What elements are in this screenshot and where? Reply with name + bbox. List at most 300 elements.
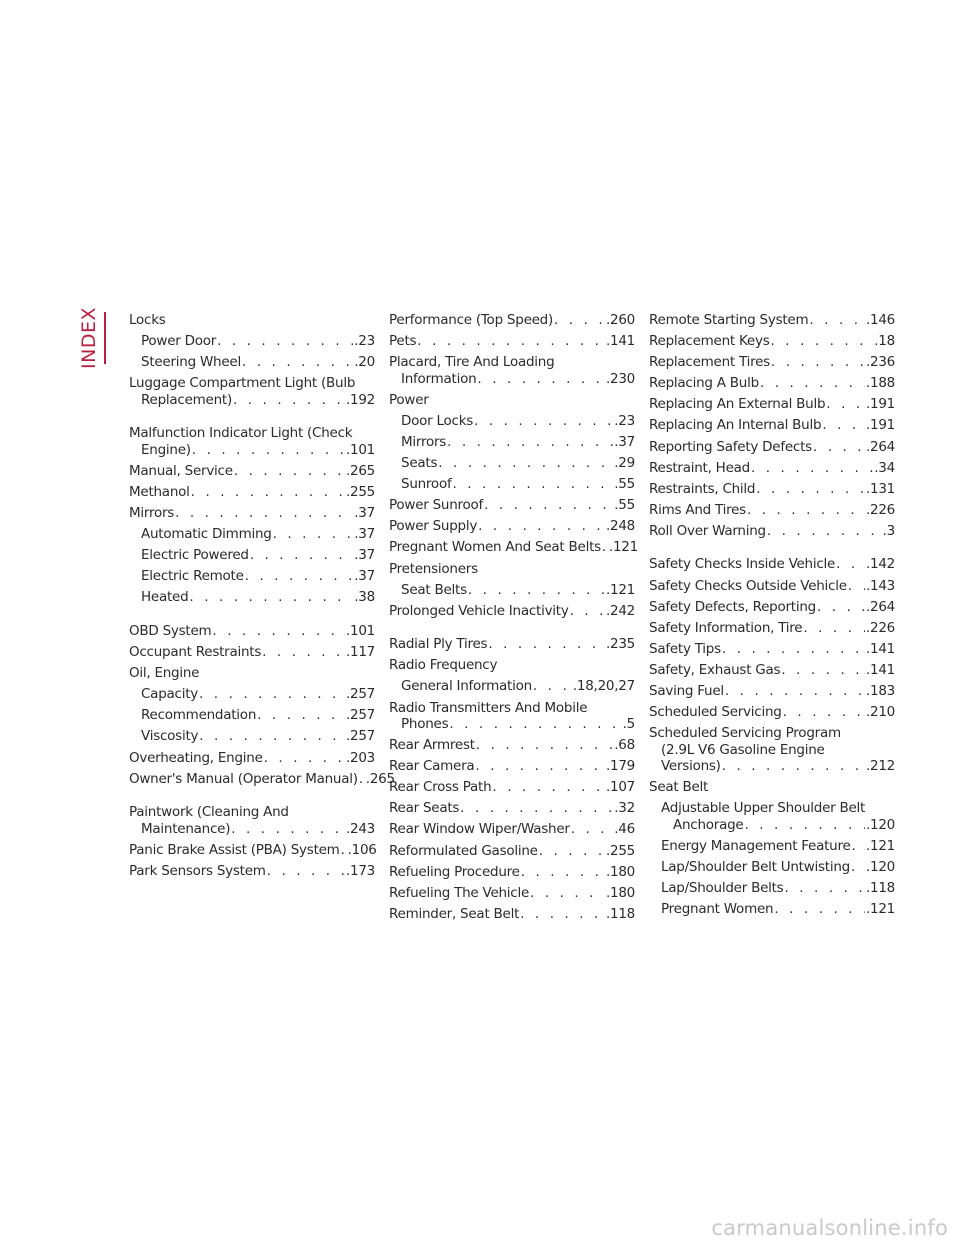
index-entry-label: Replacement Tires <box>649 354 770 371</box>
page-number[interactable]: .203 <box>345 749 375 766</box>
index-entry-row <box>389 821 635 838</box>
page-number[interactable]: .101 <box>345 622 375 639</box>
index-entry <box>649 556 895 573</box>
index-entry-label: Pets <box>389 333 417 350</box>
index-entry <box>649 620 895 637</box>
index-entry <box>649 502 895 519</box>
page-number[interactable]: .121 <box>608 539 638 556</box>
index-entry <box>649 375 895 392</box>
dot-leader <box>460 800 613 817</box>
index-entry-label-continued: (2.9L V6 Gasoline Engine <box>661 741 825 758</box>
index-entry <box>129 484 375 501</box>
index-subentry-label: Energy Management Feature <box>661 837 851 854</box>
index-subentry-row <box>141 354 375 371</box>
page-number[interactable]: .23 <box>354 333 375 350</box>
index-heading: Radio Frequency <box>389 657 498 674</box>
page-number[interactable]: .121 <box>605 581 635 598</box>
page-number[interactable]: .18,20,27 <box>572 678 635 695</box>
page-number[interactable]: .131 <box>865 480 895 497</box>
dot-leader <box>836 556 865 573</box>
page-number[interactable]: .242 <box>605 602 635 619</box>
page-number[interactable]: .236 <box>865 354 895 371</box>
index-entry-label-continued: Information <box>401 370 477 387</box>
index-entry-row <box>649 641 895 658</box>
index-entry-row <box>649 396 895 413</box>
page-number[interactable]: .55 <box>614 476 635 493</box>
dot-leader <box>242 354 353 371</box>
index-entry-label: Roll Over Warning <box>649 522 766 539</box>
index-heading: Locks <box>129 312 166 328</box>
index-heading: Pretensioners <box>389 560 478 577</box>
index-entry <box>389 821 635 838</box>
index-entry <box>129 804 375 837</box>
index-entry <box>649 523 895 540</box>
index-entry-label: Reformulated Gasoline <box>389 842 538 859</box>
index-entry-row <box>129 863 375 880</box>
index-entry <box>389 864 635 881</box>
index-entry <box>389 843 635 860</box>
index-entry-row <box>649 417 895 434</box>
index-entry-label: Replacing A Bulb <box>649 375 759 392</box>
dot-leader <box>262 644 345 661</box>
index-entry-label: Luggage Compartment Light (Bulb <box>129 375 356 392</box>
index-entry-row <box>649 354 895 371</box>
index-subentry-label: Automatic Dimming <box>141 526 272 543</box>
dot-leader <box>488 636 605 653</box>
page-number[interactable]: .120 <box>865 859 895 876</box>
index-entry-row <box>389 885 635 902</box>
page-number[interactable]: .143 <box>865 577 895 594</box>
page-number[interactable]: .191 <box>865 396 895 413</box>
index-entry <box>649 312 895 329</box>
index-entry-label: Remote Starting System <box>649 312 809 328</box>
dot-leader <box>191 484 345 501</box>
dot-leader <box>722 758 865 775</box>
index-subentry <box>129 526 375 543</box>
dot-leader <box>539 843 605 860</box>
page-number[interactable]: .121 <box>865 901 895 918</box>
index-entry-row <box>649 556 895 573</box>
page-number[interactable]: .180 <box>605 884 635 901</box>
index-entry-row <box>141 392 375 409</box>
index-entry-row <box>129 623 375 640</box>
index-entry <box>649 439 895 456</box>
index-entry-label: Safety, Exhaust Gas <box>649 661 781 678</box>
page-number[interactable]: .255 <box>345 483 375 500</box>
dot-leader <box>852 838 865 855</box>
index-entry-label: Rear Cross Path <box>389 779 492 796</box>
index-subentry <box>129 589 375 606</box>
index-entry-row <box>389 864 635 881</box>
index-subentry-row <box>141 568 375 585</box>
index-entry <box>129 425 375 458</box>
page-number[interactable]: .107 <box>605 779 635 796</box>
dot-leader <box>449 716 621 733</box>
index-entry-label: Safety Tips <box>649 640 721 657</box>
page-number[interactable]: .118 <box>605 905 635 922</box>
page-number[interactable]: .243 <box>345 820 375 837</box>
index-entry-row <box>649 620 895 637</box>
index-entry <box>129 644 375 661</box>
page-number[interactable]: .46 <box>614 821 635 838</box>
index-entry-label: Adjustable Upper Shoulder Belt <box>661 800 866 817</box>
index-subentry <box>389 455 635 472</box>
index-subentry <box>129 547 375 564</box>
page-number[interactable]: .142 <box>865 556 895 573</box>
index-entry-row <box>649 599 895 616</box>
page-number[interactable]: .257 <box>345 728 375 745</box>
index-entry-label-continued: Anchorage <box>673 816 744 833</box>
index-entry-row <box>141 442 375 459</box>
index-entry-row <box>649 460 895 477</box>
index-entry-wrap <box>649 742 895 775</box>
page-number[interactable]: .23 <box>614 412 635 429</box>
page-number[interactable]: .265 <box>365 770 395 787</box>
index-subentry-label: Sunroof <box>401 476 452 493</box>
index-entry-wrap <box>129 442 375 459</box>
index-entry-label: Safety Checks Outside Vehicle <box>649 577 847 594</box>
index-entry <box>389 518 635 535</box>
index-subentry-row <box>141 728 375 745</box>
index-subentry-label: Capacity <box>141 686 198 703</box>
dot-leader <box>744 817 864 834</box>
dot-leader <box>492 779 605 796</box>
index-entry <box>649 460 895 477</box>
index-entry-row <box>649 502 895 519</box>
index-entry <box>129 863 375 880</box>
index-subentry <box>649 901 895 918</box>
page-number[interactable]: .255 <box>605 842 635 859</box>
dot-leader <box>264 750 345 767</box>
page-number[interactable]: .32 <box>614 800 635 817</box>
index-entry-wrap <box>389 371 635 388</box>
dot-leader <box>438 455 613 472</box>
index-subentry <box>129 333 375 350</box>
index-entry <box>649 481 895 498</box>
page-number[interactable]: .226 <box>865 501 895 518</box>
index-heading: Oil, Engine <box>129 665 200 682</box>
index-subentry <box>129 728 375 745</box>
index-subentry-row <box>661 880 895 897</box>
index-subentry-label: Lap/Shoulder Belt Untwisting <box>661 859 850 876</box>
index-subentry <box>129 686 375 703</box>
index-entry-row <box>389 518 635 535</box>
page-number[interactable]: .141 <box>865 640 895 657</box>
index-entry <box>389 758 635 775</box>
index-subentry-row <box>401 455 635 472</box>
index-entry-row <box>389 906 635 923</box>
page-number[interactable]: .18 <box>874 333 895 350</box>
index-entry-label: Reporting Safety Defects <box>649 438 812 455</box>
section-tab <box>76 307 102 369</box>
index-entry-row <box>129 463 375 480</box>
dot-leader <box>447 434 613 451</box>
index-subentry <box>649 838 895 855</box>
index-subentry-row <box>401 413 635 430</box>
dot-leader <box>530 885 605 902</box>
index-subentry <box>389 476 635 493</box>
dot-leader <box>477 371 605 388</box>
index-subentry <box>649 859 895 876</box>
page-number[interactable]: .34 <box>874 459 895 476</box>
index-entry-label: Overheating, Engine <box>129 749 263 766</box>
dot-leader <box>533 678 572 695</box>
index-entry-row <box>649 481 895 498</box>
dot-leader <box>257 707 345 724</box>
index-column-2 <box>389 312 638 927</box>
page-number[interactable]: .120 <box>865 816 895 833</box>
index-subentry-row <box>661 838 895 855</box>
index-entry-label-continued: Phones <box>401 716 449 732</box>
index-entry-wrap <box>129 821 375 838</box>
dot-leader <box>175 505 353 522</box>
page-number[interactable]: .68 <box>614 737 635 754</box>
section-tab-rule <box>104 312 106 364</box>
index-subentry-label: Recommendation <box>141 707 257 724</box>
index-entry-row <box>401 371 635 388</box>
page-number[interactable]: .183 <box>865 683 895 699</box>
index-subentry <box>649 880 895 897</box>
dot-leader <box>212 623 345 640</box>
index-entry <box>389 603 635 620</box>
page-number[interactable]: .141 <box>865 661 895 678</box>
page-number[interactable]: .191 <box>865 417 895 434</box>
page-number[interactable]: .37 <box>614 433 635 450</box>
index-entry-label: Radial Ply Tires <box>389 636 488 653</box>
index-entry-row <box>649 523 895 540</box>
index-entry <box>649 333 895 350</box>
page-number[interactable]: .230 <box>605 370 635 387</box>
page-number[interactable]: .37 <box>354 526 375 543</box>
dot-leader <box>771 354 865 371</box>
page-number[interactable]: .55 <box>614 497 635 514</box>
dot-leader <box>747 502 865 519</box>
index-entry <box>649 599 895 616</box>
index-entry <box>389 312 635 329</box>
page-number[interactable]: .37 <box>354 547 375 564</box>
page-number[interactable]: .141 <box>605 333 635 350</box>
index-subentry-label: Power Door <box>141 333 217 350</box>
index-entry <box>389 906 635 923</box>
index-entry-label: Replacement Keys <box>649 333 770 350</box>
dot-leader <box>250 547 354 564</box>
index-column-3 <box>649 312 895 922</box>
page-number[interactable]: .37 <box>354 568 375 585</box>
dot-leader <box>817 599 865 616</box>
dot-leader <box>234 463 345 480</box>
index-subentry-label: Viscosity <box>141 728 199 745</box>
index-entry <box>649 662 895 679</box>
index-entry-row <box>649 312 895 329</box>
page-number[interactable]: .260 <box>605 312 635 328</box>
index-entry-row <box>389 737 635 754</box>
dot-leader <box>468 582 605 599</box>
index-entry-label: Refueling Procedure <box>389 863 520 880</box>
page-number[interactable]: .257 <box>345 686 375 703</box>
index-entry-row <box>129 644 375 661</box>
dot-leader <box>851 859 865 876</box>
page-number[interactable]: .212 <box>865 758 895 775</box>
index-entry <box>129 375 375 408</box>
dot-leader <box>826 396 865 413</box>
dot-leader <box>760 375 865 392</box>
dot-leader <box>417 333 605 350</box>
page-number[interactable]: .20 <box>354 354 375 371</box>
page-number[interactable]: .264 <box>865 598 895 615</box>
page-number[interactable]: .188 <box>865 375 895 392</box>
index-subentry-label: Door Locks <box>401 412 474 429</box>
page-number[interactable]: .179 <box>605 758 635 775</box>
index-entry-label: Safety Checks Inside Vehicle <box>649 556 836 573</box>
index-entry <box>389 800 635 817</box>
page-number[interactable]: .37 <box>354 505 375 522</box>
index-entry-label: Rear Armrest <box>389 737 475 754</box>
page-number[interactable]: .226 <box>865 619 895 636</box>
page-number[interactable]: .173 <box>345 862 375 879</box>
index-entry-label: Power Sunroof <box>389 497 484 514</box>
index-subentry-label: Lap/Shoulder Belts <box>661 880 784 897</box>
index-subentry-row <box>401 434 635 451</box>
dot-leader <box>452 476 613 493</box>
dot-leader <box>217 333 353 350</box>
index-entry-wrap <box>129 392 375 409</box>
dot-leader <box>784 880 864 897</box>
dot-leader <box>192 442 345 459</box>
index-entry-label: Pregnant Women And Seat Belts <box>389 539 601 556</box>
page-number[interactable]: .210 <box>865 704 895 721</box>
index-entry <box>129 463 375 480</box>
index-subentry-label: Electric Powered <box>141 547 249 564</box>
page-number[interactable]: .106 <box>347 841 377 858</box>
index-entry <box>649 641 895 658</box>
index-entry-label: Reminder, Seat Belt <box>389 905 520 922</box>
dot-leader <box>602 539 608 556</box>
page-number[interactable]: .5 <box>622 716 635 732</box>
index-column-1 <box>129 312 395 884</box>
dot-leader <box>813 439 865 456</box>
index-entry-label: Rear Seats <box>389 800 460 817</box>
dot-leader <box>809 312 865 329</box>
index-subentry-row <box>401 678 635 695</box>
dot-leader <box>803 620 865 637</box>
page-number[interactable]: .3 <box>882 522 895 539</box>
index-entry <box>649 396 895 413</box>
index-entry-row <box>649 704 895 721</box>
index-entry-row <box>389 603 635 620</box>
dot-leader <box>767 523 882 540</box>
index-entry-label: Replacing An External Bulb <box>649 396 826 413</box>
index-entry-row <box>389 312 635 329</box>
index-entry-label: Panic Brake Assist (PBA) System <box>129 841 340 858</box>
dot-leader <box>520 906 605 923</box>
index-subentry-label: General Information <box>401 678 532 695</box>
index-entry-label: Safety Defects, Reporting <box>649 598 816 615</box>
page-number[interactable]: .235 <box>605 636 635 653</box>
index-entry-row <box>401 716 635 733</box>
dot-leader <box>199 728 345 745</box>
index-subentry <box>389 678 635 695</box>
index-entry-label: Owner's Manual (Operator Manual) <box>129 770 358 787</box>
index-entry-label: Methanol <box>129 483 190 500</box>
page-number[interactable]: .146 <box>865 312 895 328</box>
page-number[interactable]: .38 <box>354 589 375 606</box>
index-entry <box>389 700 635 733</box>
index-entry <box>129 770 395 788</box>
index-entry-label: Rear Window Wiper/Washer <box>389 821 570 838</box>
page-number[interactable]: .257 <box>345 707 375 724</box>
index-subentry <box>389 582 635 599</box>
page-number[interactable]: .29 <box>614 455 635 472</box>
index-subentry-label: Heated <box>141 589 189 606</box>
dot-leader <box>725 683 865 700</box>
index-entry <box>649 354 895 371</box>
dot-leader <box>245 568 354 585</box>
dot-leader <box>570 603 605 620</box>
index-entry-row <box>389 497 635 514</box>
index-subentry-label: Steering Wheel <box>141 354 241 371</box>
index-entry-wrap <box>389 716 635 733</box>
index-entry <box>389 636 635 653</box>
index-entry-label: Manual, Service <box>129 462 233 479</box>
dot-leader <box>751 460 873 477</box>
index-entry <box>389 333 635 350</box>
dot-leader <box>571 821 614 838</box>
page-number[interactable]: .264 <box>865 438 895 455</box>
index-subentry-row <box>141 526 375 543</box>
index-entry-label: Park Sensors System <box>129 862 266 879</box>
index-entry-label: Placard, Tire And Loading <box>389 354 555 371</box>
index-entry <box>649 725 895 775</box>
index-entry <box>649 704 895 721</box>
index-subentry-row <box>141 686 375 703</box>
index-entry <box>129 842 375 859</box>
index-entry-label: Radio Transmitters And Mobile <box>389 699 588 716</box>
index-entry-row <box>649 439 895 456</box>
dot-leader <box>231 821 345 838</box>
index-entry-wrap <box>661 817 895 834</box>
index-entry-row <box>389 758 635 775</box>
index-entry-row <box>389 843 635 860</box>
index-subentry-row <box>141 333 375 350</box>
page-number[interactable]: .265 <box>345 462 375 479</box>
index-entry-label: Malfunction Indicator Light (Check <box>129 425 353 442</box>
page-number[interactable]: .248 <box>605 518 635 535</box>
index-entry-label-continued: Versions) <box>661 758 721 775</box>
page-number[interactable]: .101 <box>345 441 375 458</box>
index-entry-row <box>129 770 395 788</box>
index-entry-label-continued: Replacement) <box>141 391 232 408</box>
index-entry-label: Safety Information, Tire <box>649 619 803 636</box>
index-subentry <box>649 800 895 833</box>
index-entry-label: Prolonged Vehicle Inactivity <box>389 602 569 619</box>
page-number[interactable]: .192 <box>345 391 375 408</box>
page-number[interactable]: .180 <box>605 863 635 880</box>
index-entry-row <box>129 842 375 859</box>
index-entry-row <box>389 800 635 817</box>
index-entry-row <box>649 683 895 700</box>
index-subentry-label: Pregnant Women <box>661 901 774 918</box>
index-entry-label: Power Supply <box>389 518 478 535</box>
page-number[interactable]: .121 <box>865 837 895 854</box>
index-entry-row <box>649 662 895 679</box>
page-number[interactable]: .117 <box>345 644 375 661</box>
index-subentry-label: Mirrors <box>401 433 447 450</box>
page-number[interactable]: .118 <box>865 880 895 897</box>
index-entry-label: Replacing An Internal Bulb <box>649 417 822 434</box>
dot-leader <box>359 771 365 788</box>
index-entry-row <box>649 578 895 595</box>
index-entry <box>389 779 635 796</box>
